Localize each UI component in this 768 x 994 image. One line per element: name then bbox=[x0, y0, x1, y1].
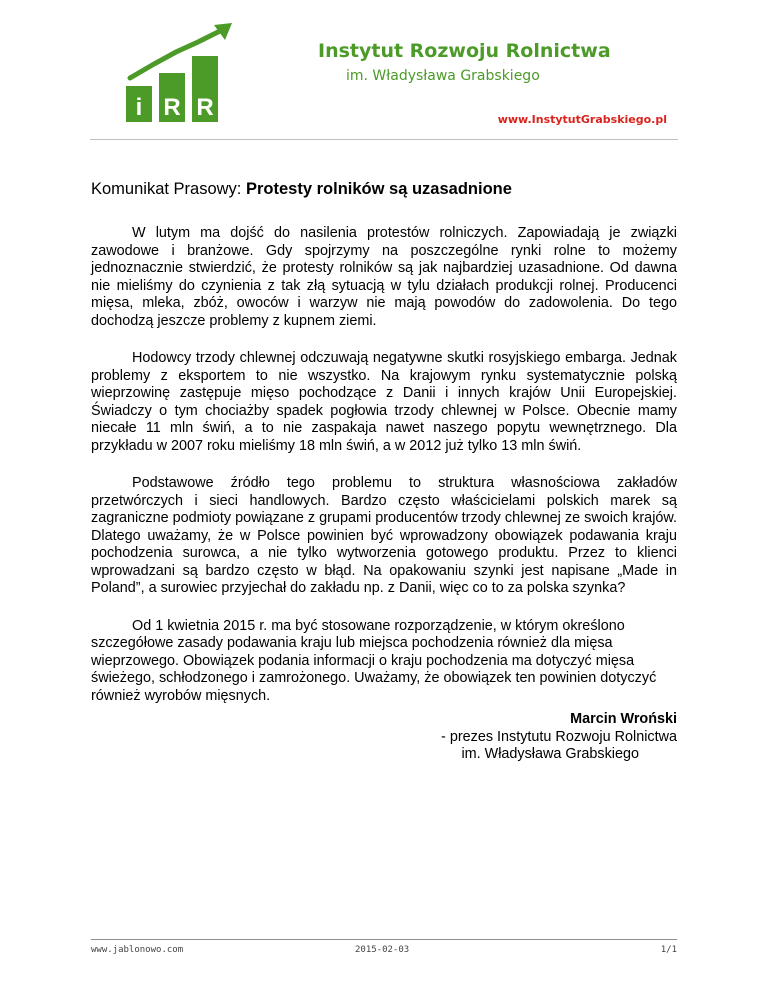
body-text bbox=[91, 225, 677, 725]
paragraph-4: Od 1 kwietnia 2015 r. ma być stosowane rozporządzenie, w którym określono szczegółowe zasady podawania kraju lub miejsca pochodzenia również dla mięsa wieprzowego. Obowiązek podania informacji o kraju pochodzenia ma dotyczyć mięsa świeżego, schłodzonego i zamrożonego. Uważamy, że obowiązek ten powinien dotyczyć również wyrobów mięsnych. bbox=[91, 617, 657, 704]
signature-name: Marcin Wroński bbox=[570, 711, 677, 727]
paragraph-3: Podstawowe źródło tego problemu to struktura własnościowa zakładów przetwórczych i sieci handlowych. Bardzo często właścicielami polskich marek są zagraniczne podmioty powiązane z grupami producentów trzody chlewnej ze swoich krajów. Dlatego uważamy, że w Polsce powinien być wprowadzony obowiązek podawania kraju pochodzenia surowca, a nie tylko wytworzenia gotowego produktu. Przez to klienci wprowadzani są bardzo często w błąd. Na opakowaniu szynki jest napisane „Made in Poland”, a surowiec przyjechał do zakładu np. z Danii, więc co to za polska szynka? bbox=[91, 475, 677, 596]
signature-institution: im. Władysława Grabskiego bbox=[461, 746, 639, 762]
title-main: Protesty rolników są uzasadnione bbox=[246, 180, 512, 198]
org-url-link[interactable]: www.InstytutGrabskiego.pl bbox=[497, 113, 667, 126]
logo-letter-r2: R bbox=[196, 94, 214, 121]
header-divider bbox=[90, 139, 678, 140]
footer-website: www.jablonowo.com bbox=[91, 945, 184, 955]
org-name: Instytut Rozwoju Rolnictwa bbox=[318, 40, 611, 62]
signature-role: - prezes Instytutu Rozwoju Rolnictwa bbox=[441, 728, 677, 745]
org-subtitle: im. Władysława Grabskiego bbox=[346, 68, 540, 84]
irr-logo bbox=[126, 20, 244, 122]
paragraph-1: W lutym ma dojść do nasilenia protestów rolniczych. Zapowiadają je związki zawodowe i branżowe. Gdy spojrzymy na poszczególne rynki rolne to możemy jednoznacznie stwierdzić, że protesty rolników są jak najbardziej uzasadnione. Od dawna nie mieliśmy do czynienia z tak złą sytuacją w tylu działach produkcji rolnej. Producenci mięsa, mleka, zbóż, owoców i warzyw nie mają powodów do zadowolenia. Do tego dochodzą jeszcze problemy z kupnem ziemi. bbox=[91, 225, 677, 329]
footer-divider bbox=[91, 939, 677, 940]
logo-letter-i: i bbox=[135, 94, 143, 121]
logo-letter-r1: R bbox=[163, 94, 181, 121]
footer-date: 2015-02-03 bbox=[355, 945, 410, 955]
signature-block bbox=[441, 711, 677, 764]
footer-page-number: 1/1 bbox=[660, 945, 677, 955]
press-release-title bbox=[91, 180, 512, 199]
title-prefix: Komunikat Prasowy: bbox=[91, 180, 242, 198]
paragraph-2: Hodowcy trzody chlewnej odczuwają negatywne skutki rosyjskiego embarga. Jednak problemy z eksportem to nie wszystko. Na krajowym rynku systematycznie polską wieprzowinę zastępuje mięso pochodzące z Danii i innych krajów Unii Europejskiej. Świadczy o tym chociażby spadek pogłowia trzody chlewnej w Polsce. Obecnie mamy niecałe 11 mln świń, a to nie zaspakaja nawet naszego popytu wewnętrznego. Dla przykładu w 2007 roku mieliśmy 18 mln świń, a w 2012 już tylko 13 mln świń. bbox=[91, 350, 677, 454]
